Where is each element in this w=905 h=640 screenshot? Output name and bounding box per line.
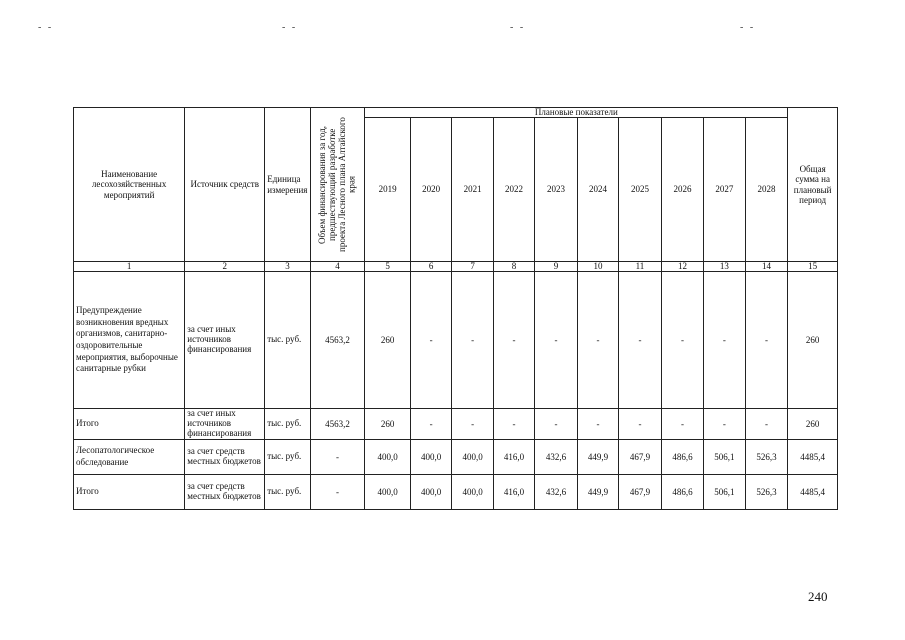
row-source: за счет иных источников финансирования [185,409,265,440]
row-year-value: - [704,409,745,440]
row-year-value: 260 [365,272,411,409]
header-year-2026: 2026 [661,118,703,262]
row-year-value: 260 [365,409,411,440]
row-year-value: - [704,272,745,409]
row-prev-volume: - [310,439,365,474]
header-year-2022: 2022 [493,118,534,262]
table-row [74,409,838,440]
row-total: 260 [788,409,838,440]
page-number: 240 [808,589,828,604]
column-number: 3 [265,262,311,272]
column-number: 13 [704,262,745,272]
column-number: 6 [410,262,451,272]
row-year-value: - [745,409,788,440]
row-year-value: 400,0 [452,474,493,509]
row-year-value: 449,9 [577,474,618,509]
row-year-value: 449,9 [577,439,618,474]
column-number: 4 [310,262,365,272]
row-year-value: 486,6 [661,439,703,474]
header-year-2028: 2028 [745,118,788,262]
row-unit: тыс. руб. [265,272,311,409]
row-year-value: - [410,272,451,409]
column-number: 10 [577,262,618,272]
row-source: за счет средств местных бюджетов [185,439,265,474]
row-name: Предупреждение возникновения вредных организмов, санитарно-оздоровительные мероприятия, выборочные санитарные рубки [74,272,185,409]
row-year-value: 432,6 [535,439,577,474]
header-year-2020: 2020 [410,118,451,262]
row-prev-volume: - [310,474,365,509]
row-year-value: 416,0 [493,474,534,509]
header-source: Источник средств [185,108,265,262]
row-year-value: - [452,272,493,409]
row-year-value: 400,0 [410,439,451,474]
row-year-value: 467,9 [619,474,661,509]
row-total: 260 [788,272,838,409]
header-year-2027: 2027 [704,118,745,262]
row-year-value: 506,1 [704,474,745,509]
column-number: 15 [788,262,838,272]
table-row [74,272,838,409]
row-year-value: - [493,272,534,409]
header-year-2023: 2023 [535,118,577,262]
header-planned: Плановые показатели [365,108,788,118]
header-year-2025: 2025 [619,118,661,262]
table-row [74,439,838,474]
row-prev-volume: 4563,2 [310,409,365,440]
row-year-value: 526,3 [745,439,788,474]
scan-edge-marks: - - - - - - - - [38,22,756,33]
row-unit: тыс. руб. [265,474,311,509]
row-year-value: 506,1 [704,439,745,474]
row-year-value: 400,0 [452,439,493,474]
row-year-value: - [661,272,703,409]
header-unit: Единица измерения [265,108,311,262]
column-number: 9 [535,262,577,272]
row-name: Итого [74,409,185,440]
row-year-value: - [410,409,451,440]
row-year-value: 486,6 [661,474,703,509]
row-year-value: - [577,272,618,409]
table-row [74,474,838,509]
column-number: 14 [745,262,788,272]
row-year-value: - [619,409,661,440]
column-number: 2 [185,262,265,272]
column-number: 7 [452,262,493,272]
row-source: за счет иных источников финансирования [185,272,265,409]
header-total: Общая сумма на плановый период [788,108,838,262]
row-year-value: 467,9 [619,439,661,474]
row-year-value: - [535,272,577,409]
row-name: Лесопатологическое обследование [74,439,185,474]
row-year-value: 400,0 [365,439,411,474]
header-name: Наименование лесохозяйственных мероприятий [74,108,185,262]
row-year-value: - [745,272,788,409]
header-year-2024: 2024 [577,118,618,262]
column-number: 8 [493,262,534,272]
column-number: 5 [365,262,411,272]
row-year-value: 400,0 [365,474,411,509]
row-unit: тыс. руб. [265,409,311,440]
header-year-2019: 2019 [365,118,411,262]
row-year-value: - [452,409,493,440]
row-year-value: - [577,409,618,440]
row-source: за счет средств местных бюджетов [185,474,265,509]
row-year-value: - [493,409,534,440]
column-number: 1 [74,262,185,272]
column-number: 11 [619,262,661,272]
row-year-value: - [619,272,661,409]
row-year-value: - [661,409,703,440]
row-year-value: 416,0 [493,439,534,474]
row-year-value: 432,6 [535,474,577,509]
column-number: 12 [661,262,703,272]
header-year-2021: 2021 [452,118,493,262]
row-year-value: 526,3 [745,474,788,509]
row-year-value: - [535,409,577,440]
row-unit: тыс. руб. [265,439,311,474]
forest-plan-table [73,107,838,510]
row-name: Итого [74,474,185,509]
header-prev-volume-text: Объем финансирования за год, предшествующий разработке проекта Лесного плана Алтайского края [316,117,357,252]
row-year-value: 400,0 [410,474,451,509]
row-total: 4485,4 [788,439,838,474]
row-total: 4485,4 [788,474,838,509]
row-prev-volume: 4563,2 [310,272,365,409]
header-prev-volume [310,108,365,262]
